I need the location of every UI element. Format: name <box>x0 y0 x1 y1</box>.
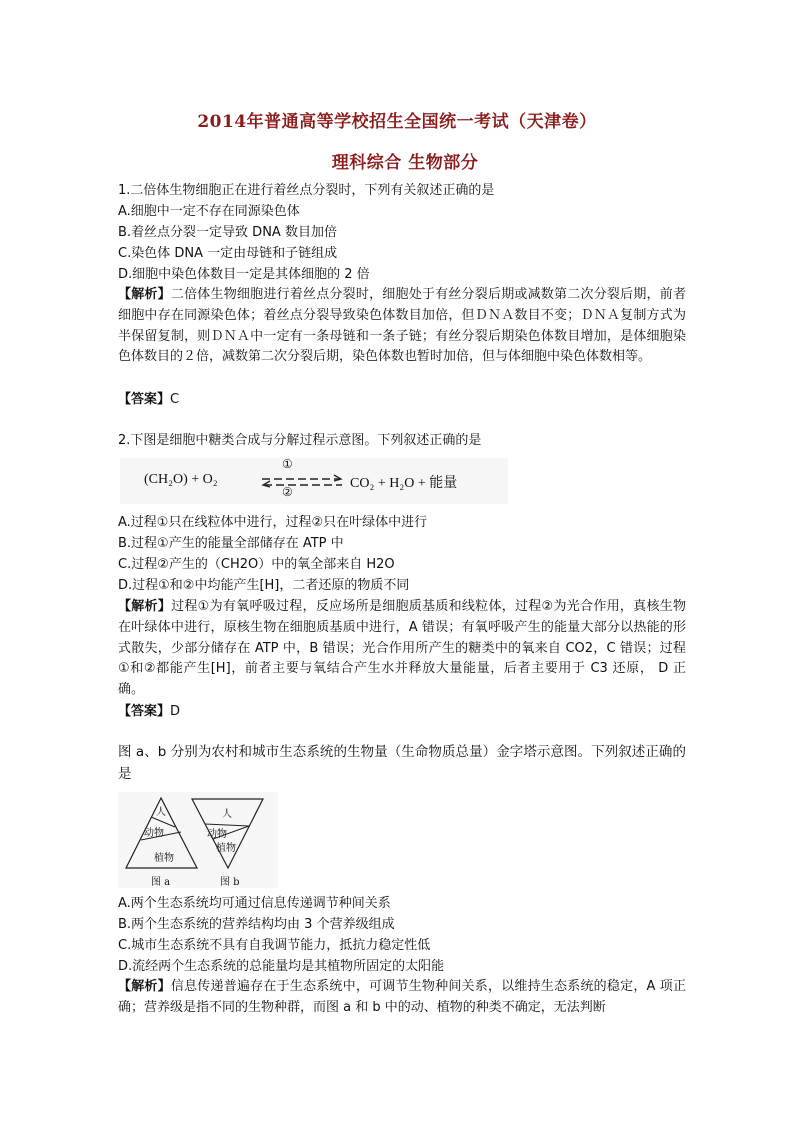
question-1-option-c: C.染色体 DNA 一定由母链和子链组成 <box>118 246 338 261</box>
question-3-option-d: D.流经两个生态系统的总能量均是其植物所固定的太阳能 <box>118 959 445 974</box>
biomass-pyramid-figure <box>118 792 278 888</box>
question-2-option-b: B.过程①产生的能量全部储存在 ATP 中 <box>118 536 344 551</box>
pyramid-b-level-bottom: 植物 <box>216 843 236 854</box>
pyramid-a-level-top: 人 <box>156 807 166 818</box>
question-3-option-a: A.两个生态系统均可通过信息传递调节种间关系 <box>118 896 391 911</box>
question-2-option-a: A.过程①只在线粒体中进行，过程②只在叶绿体中进行 <box>118 515 428 530</box>
process-2-label: ② <box>282 485 293 499</box>
analysis-label: 【解析】 <box>118 599 172 614</box>
question-1-analysis <box>118 285 686 368</box>
reversible-arrow-icon <box>260 462 344 502</box>
question-2-option-d: D.过程①和②中均能产生[H]，二者还原的物质不同 <box>118 578 410 593</box>
pyramid-a-level-bottom: 植物 <box>154 853 174 864</box>
question-1-option-b: B.着丝点分裂一定导致 DNA 数目加倍 <box>118 225 337 240</box>
answer-label: 【答案】 <box>118 392 171 407</box>
answer-label: 【答案】 <box>118 704 171 719</box>
process-1-label: ① <box>282 457 293 471</box>
pyramid-diagrams <box>118 792 278 888</box>
pyramid-a-level-middle: 动物 <box>144 828 164 839</box>
answer-value: C <box>170 392 180 407</box>
question-1-answer <box>118 390 179 410</box>
answer-value: D <box>170 704 181 719</box>
question-3-option-b: B.两个生态系统的营养结构均由 3 个营养级组成 <box>118 917 395 932</box>
question-3-analysis <box>118 977 686 1019</box>
question-2-analysis <box>118 597 686 701</box>
reaction-diagram <box>120 458 508 504</box>
question-2-stem: 2.下图是细胞中糖类合成与分解过程示意图。下列叙述正确的是 <box>118 433 482 448</box>
question-2-option-c: C.过程②产生的（CH2O）中的氧全部来自 H2O <box>118 557 395 572</box>
analysis-label: 【解析】 <box>118 287 171 302</box>
analysis-label: 【解析】 <box>118 979 171 994</box>
analysis-text: 二倍体生物细胞进行着丝点分裂时，细胞处于有丝分裂后期或减数第二次分裂后期，前者细胞中存在同源染色体；着丝点分裂导致染色体数目加倍，但ＤＮＡ数目不变；ＤＮＡ复制方式为半保留复制，则ＤＮＡ中一定有一条母链和一条子链；有丝分裂后期染色体数目增加，是体细胞染色体数目的２倍，减数第二次分裂后期，染色体数也暂时加倍，但与体细胞中染色体数相等。 <box>118 287 686 365</box>
question-1-option-a: A.细胞中一定不存在同源染色体 <box>118 204 300 219</box>
analysis-text: 过程①为有氧呼吸过程，反应场所是细胞质基质和线粒体，过程②为光合作用，真核生物在叶绿体中进行，原核生物在细胞质基质中进行，A 错误；有氧呼吸产生的能量大部分以热能的形式散失，少部分储存在 ATP 中，B 错误；光合作用所产生的糖类中的氧来自 CO2，C 错误；过程①和②都能产生[H]，前者主要与氧结合产生水并释放大量能量，后者主要用于 C3 还原， D 正确。 <box>118 599 686 698</box>
question-3-stem: 图 a、b 分别为农村和城市生态系统的生物量（生命物质总量）金字塔示意图。下列叙述正确的是 <box>118 744 686 782</box>
question-1-stem: 1.二倍体生物细胞正在进行着丝点分裂时，下列有关叙述正确的是 <box>118 183 495 198</box>
page-subtitle: 理科综合 生物部分 <box>331 153 479 173</box>
figure-a-caption: 图 a <box>151 877 171 888</box>
products: CO₂ + H₂O + 能量 <box>350 476 458 491</box>
page-title: 2014年普通高等学校招生全国统一考试（天津卷） <box>197 112 597 132</box>
pyramid-b-level-top: 人 <box>222 809 232 820</box>
question-1-option-d: D.细胞中染色体数目一定是其体细胞的 2 倍 <box>118 267 370 282</box>
reactants: (CH₂O) + O₂ <box>144 472 218 487</box>
question-2-answer <box>118 702 180 722</box>
analysis-text: 信息传递普遍存在于生态系统中，可调节生物种间关系，以维持生态系统的稳定，A 项正确；营养级是指不同的生物种群，而图 a 和 b 中的动、植物的种类不确定，无法判断 <box>118 979 686 1015</box>
pyramid-b-level-middle: 动物 <box>207 829 227 840</box>
figure-b-caption: 图 b <box>220 877 240 888</box>
question-3-option-c: C.城市生态系统不具有自我调节能力，抵抗力稳定性低 <box>118 938 431 953</box>
